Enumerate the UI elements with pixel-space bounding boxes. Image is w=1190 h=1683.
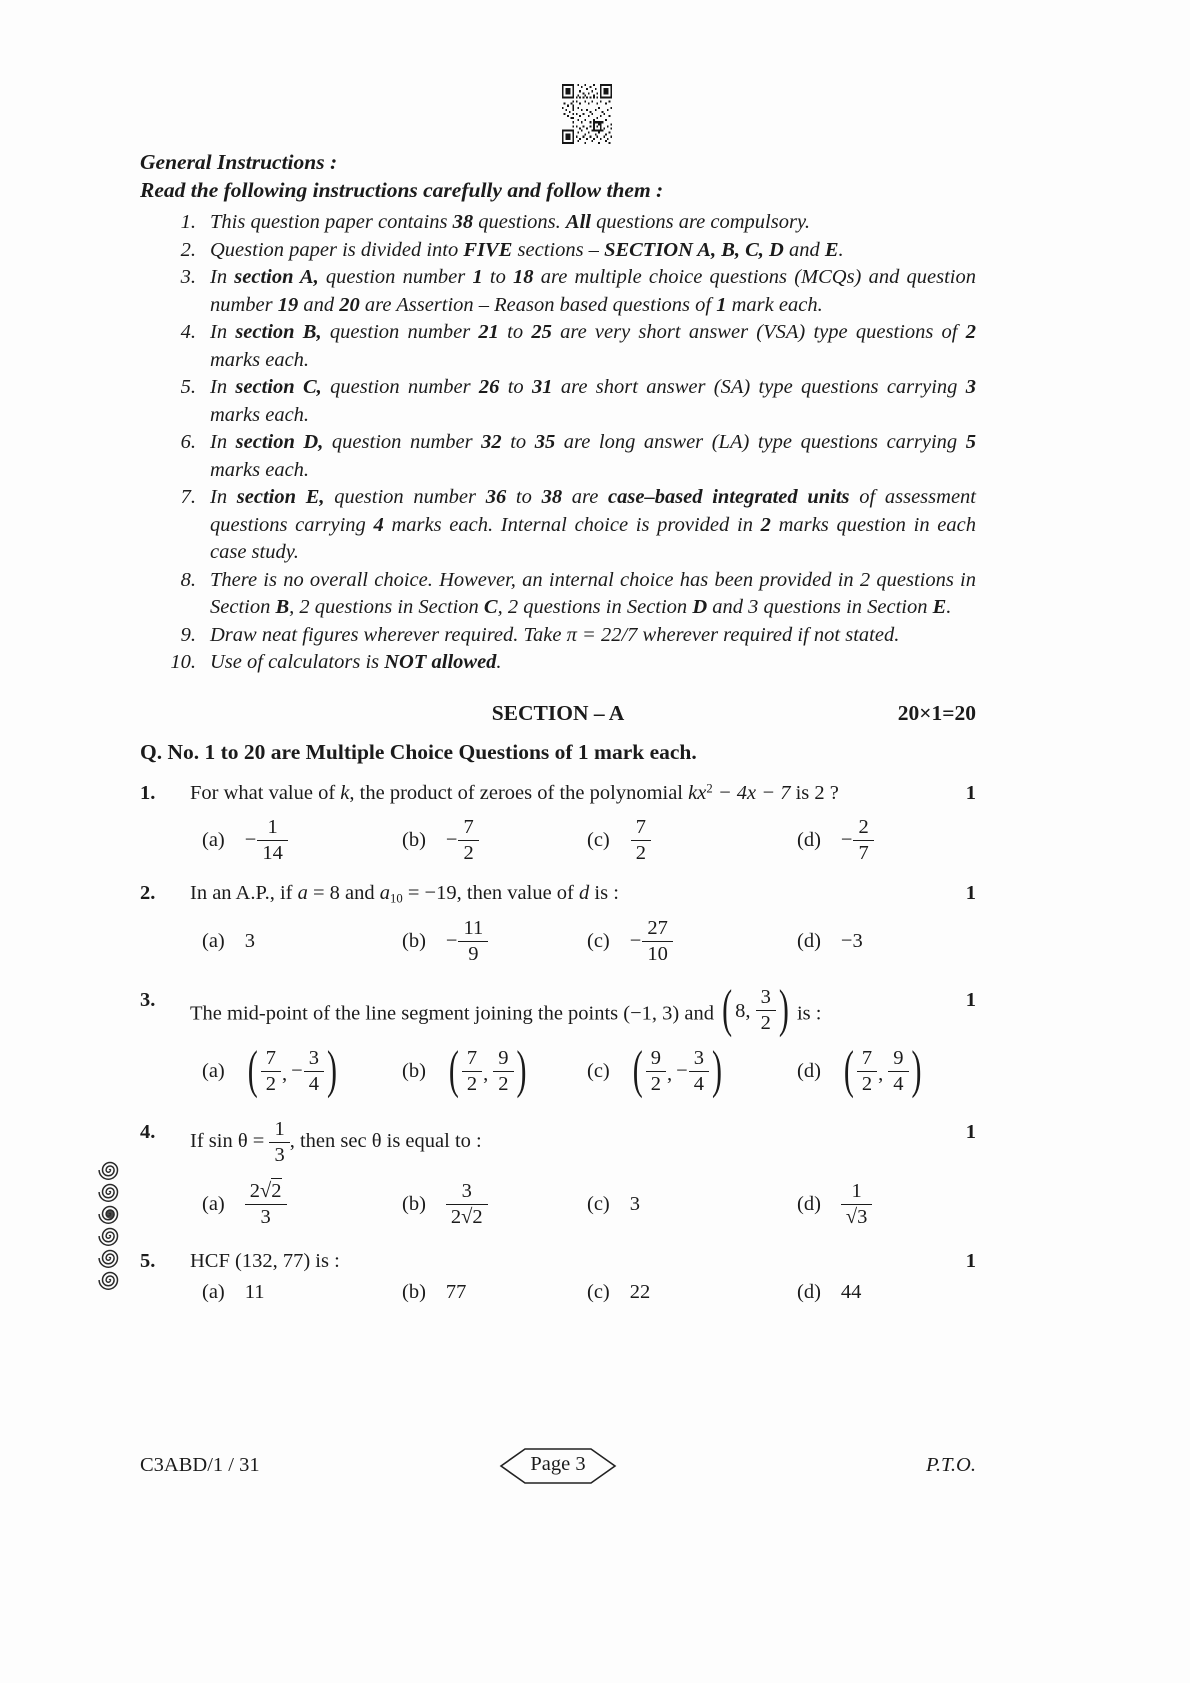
fraction: $\frac{7}{2}$ xyxy=(458,816,478,865)
instruction-item xyxy=(140,429,976,484)
instruction-number: 5. xyxy=(180,376,196,398)
section-heading-row xyxy=(140,701,976,726)
instruction-item xyxy=(140,567,976,622)
mcq-note: Q. No. 1 to 20 are Multiple Choice Questions of 1 mark each. xyxy=(140,739,697,764)
question-stem: In an A.P., if a = 8 and $a_{10} = -19$, then value of d is : xyxy=(190,882,619,906)
option-value xyxy=(630,816,651,865)
option-label: (d) xyxy=(797,1193,821,1216)
instruction-text: Question paper is divided into FIVE sections – SECTION A, B, C, D and E. xyxy=(210,238,844,261)
spiral-icon xyxy=(97,1180,123,1204)
option-a xyxy=(202,1180,402,1229)
option-b xyxy=(402,1180,587,1229)
option-label: (d) xyxy=(797,1281,821,1304)
option-value: ( $\frac{7}{2}$ , $\frac{9}{4}$ ) xyxy=(843,1041,922,1100)
option-value: ( $\frac{7}{2}$ , $\frac{9}{2}$ ) xyxy=(448,1041,527,1100)
options-row xyxy=(140,1041,976,1100)
question-stem: HCF (132, 77) is : xyxy=(190,1250,340,1273)
instructions-subtitle: Read the following instructions carefully and follow them : xyxy=(140,178,664,202)
option-c xyxy=(587,1041,797,1100)
option-label: (c) xyxy=(587,1281,610,1304)
instruction-text: In section D, question number 32 to 35 are long answer (LA) type questions carrying 5 marks each. xyxy=(210,431,976,481)
section-marks-scheme: 20×1=20 xyxy=(897,700,976,725)
instruction-text: In section B, question number 21 to 25 are very short answer (VSA) type questions of 2 marks each. xyxy=(210,321,976,371)
question-5 xyxy=(140,1247,976,1304)
options-row xyxy=(140,816,976,865)
option-label: (a) xyxy=(202,1059,225,1082)
pto-label: P.T.O. xyxy=(926,1454,976,1476)
fraction: $\frac{2}{7}$ xyxy=(853,816,873,865)
fraction: $\frac{11}{9}$ xyxy=(458,917,488,966)
option-label: (d) xyxy=(797,829,821,852)
option-value: − $\frac{11}{9}$ xyxy=(446,917,488,966)
question-1 xyxy=(140,779,976,866)
option-label: (c) xyxy=(587,929,610,952)
option-label: (b) xyxy=(402,1059,426,1082)
question-stem: For what value of k, the product of zeroes of the polynomial $kx^2 - 4x - 7$ is 2 ? xyxy=(190,781,839,804)
instruction-text: In section C, question number 26 to 31 are short answer (SA) type questions carrying 3 marks each. xyxy=(210,376,976,426)
qr-code-icon xyxy=(562,84,612,144)
option-b xyxy=(402,1281,587,1304)
option-value: ( $\frac{7}{2}$ , − $\frac{3}{4}$ ) xyxy=(247,1041,337,1100)
instruction-number: 7. xyxy=(180,486,196,508)
option-label: (c) xyxy=(587,829,610,852)
option-value: −3 xyxy=(840,929,863,952)
instruction-number: 2. xyxy=(180,238,196,261)
question-3 xyxy=(140,980,976,1100)
question-marks: 1 xyxy=(965,882,976,905)
option-a xyxy=(202,930,402,953)
option-label: (a) xyxy=(202,929,225,952)
instruction-item xyxy=(140,264,976,319)
option-label: (c) xyxy=(587,1193,610,1216)
option-value: − $\frac{27}{10}$ xyxy=(630,917,673,966)
instruction-item xyxy=(140,319,976,374)
option-d xyxy=(797,816,976,865)
paper-code: C3ABD/1 / 31 xyxy=(140,1454,260,1476)
question-marks: 1 xyxy=(965,781,976,804)
option-value: 11 xyxy=(244,1281,265,1304)
instruction-text: Use of calculators is NOT allowed. xyxy=(210,651,502,673)
question-stem: If sin θ = $\frac{1}{3}$ , then sec θ is equal to : xyxy=(190,1117,482,1166)
option-value xyxy=(446,1180,488,1229)
question-marks: 1 xyxy=(965,988,976,1011)
question-number: 1. xyxy=(140,781,156,804)
option-label: (a) xyxy=(202,1281,225,1304)
question-marks: 1 xyxy=(965,1250,976,1273)
instruction-number: 6. xyxy=(180,431,196,453)
instruction-number: 8. xyxy=(180,568,196,591)
option-value: − $\frac{2}{7}$ xyxy=(841,816,874,865)
question-number: 4. xyxy=(140,1120,156,1143)
option-value: 22 xyxy=(629,1281,651,1304)
question-number: 3. xyxy=(140,988,156,1011)
option-label: (b) xyxy=(402,1281,426,1304)
instruction-number: 1. xyxy=(180,211,196,233)
spiral-decoration-column xyxy=(97,1158,123,1290)
option-b xyxy=(402,1041,587,1100)
option-label: (b) xyxy=(402,1193,426,1216)
question-2 xyxy=(140,879,976,966)
fraction: $\frac{3}{2}$ xyxy=(756,986,776,1035)
fraction: $\frac{27}{10}$ xyxy=(642,917,673,966)
instruction-text: In section A, question number 1 to 18 are multiple choice questions (MCQs) and question number 19 and 20 are Assertion – Reason based questions of 1 mark each. xyxy=(210,266,976,316)
spiral-icon xyxy=(97,1246,123,1270)
option-c xyxy=(587,1281,797,1304)
instruction-text: This question paper contains 38 questions. All questions are compulsory. xyxy=(210,211,811,233)
instruction-number: 3. xyxy=(180,266,196,288)
option-value xyxy=(841,1180,873,1229)
option-value: 44 xyxy=(840,1281,862,1304)
page-footer xyxy=(140,1446,976,1486)
instruction-item xyxy=(140,374,976,429)
options-row xyxy=(140,1281,976,1304)
spiral-icon xyxy=(97,1224,123,1248)
option-c xyxy=(587,917,797,966)
instruction-text: Draw neat figures wherever required. Take π = 22/7 wherever required if not stated. xyxy=(210,623,900,646)
options-row xyxy=(140,917,976,966)
fraction: $\frac{1}{14}$ xyxy=(257,816,288,865)
option-value: ( $\frac{9}{2}$ , − $\frac{3}{4}$ ) xyxy=(632,1041,722,1100)
option-label: (b) xyxy=(402,929,426,952)
question-number: 5. xyxy=(140,1250,156,1273)
instruction-text: There is no overall choice. However, an internal choice has been provided in 2 questions in Section B, 2 questions in Section C, 2 questions in Section D and 3 questions in Section E. xyxy=(210,568,976,618)
page-number-label: Page 3 xyxy=(530,1453,586,1475)
option-value: − $\frac{7}{2}$ xyxy=(446,816,479,865)
option-label: (d) xyxy=(797,929,821,952)
option-label: (b) xyxy=(402,829,426,852)
spiral-icon-filled xyxy=(97,1202,123,1226)
fraction: $\frac{7}{2}$ xyxy=(631,816,651,865)
fraction: $\frac{3}{2√2}$ xyxy=(446,1180,488,1229)
option-c xyxy=(587,816,797,865)
options-row xyxy=(140,1180,976,1229)
instruction-number: 10. xyxy=(170,651,196,673)
option-value: 3 xyxy=(629,1193,641,1216)
option-label: (d) xyxy=(797,1059,821,1082)
instruction-item xyxy=(140,484,976,567)
question-marks: 1 xyxy=(965,1120,976,1143)
option-d xyxy=(797,930,976,953)
spiral-icon xyxy=(97,1158,123,1182)
option-d xyxy=(797,1041,976,1100)
option-a xyxy=(202,1281,402,1304)
coordinate-pair: ( 8, $\frac{3}{2}$ ) xyxy=(722,980,789,1039)
question-stem: The mid-point of the line segment joining the points (−1, 3) and ( 8, $\frac{3}{2}$ ) is : xyxy=(190,980,822,1039)
option-a xyxy=(202,1041,402,1100)
option-d xyxy=(797,1281,976,1304)
instructions-title: General Instructions : xyxy=(140,150,338,174)
option-value: 3 xyxy=(244,929,256,952)
instruction-item xyxy=(140,622,976,650)
fraction: $\frac{1}{3}$ xyxy=(269,1118,289,1167)
fraction: $\frac{1}{√3}$ xyxy=(841,1180,873,1229)
spiral-icon xyxy=(97,1268,123,1292)
option-d xyxy=(797,1180,976,1229)
option-value xyxy=(245,1180,287,1229)
option-a xyxy=(202,816,402,865)
option-value: 77 xyxy=(445,1281,467,1304)
instruction-item xyxy=(140,237,976,265)
section-heading: SECTION – A xyxy=(491,700,625,725)
option-c xyxy=(587,1193,797,1216)
option-b xyxy=(402,917,587,966)
instruction-number: 9. xyxy=(180,623,196,646)
option-label: (a) xyxy=(202,829,225,852)
instruction-item xyxy=(140,209,976,237)
instruction-text: In section E, question number 36 to 38 are case–based integrated units of assessment questions carrying 4 marks each. Internal choice is provided in 2 marks question in each case study. xyxy=(210,486,976,563)
question-number: 2. xyxy=(140,882,156,905)
instruction-number: 4. xyxy=(180,321,196,343)
option-b xyxy=(402,816,587,865)
fraction: $\frac{2√2}{3}$ xyxy=(245,1180,287,1229)
option-value: − $\frac{1}{14}$ xyxy=(245,816,288,865)
page-number-badge xyxy=(498,1446,618,1486)
instruction-item xyxy=(140,649,976,677)
option-label: (c) xyxy=(587,1059,610,1082)
instructions-list xyxy=(140,209,976,677)
page-content xyxy=(140,148,976,1304)
option-label: (a) xyxy=(202,1193,225,1216)
question-4 xyxy=(140,1118,976,1230)
